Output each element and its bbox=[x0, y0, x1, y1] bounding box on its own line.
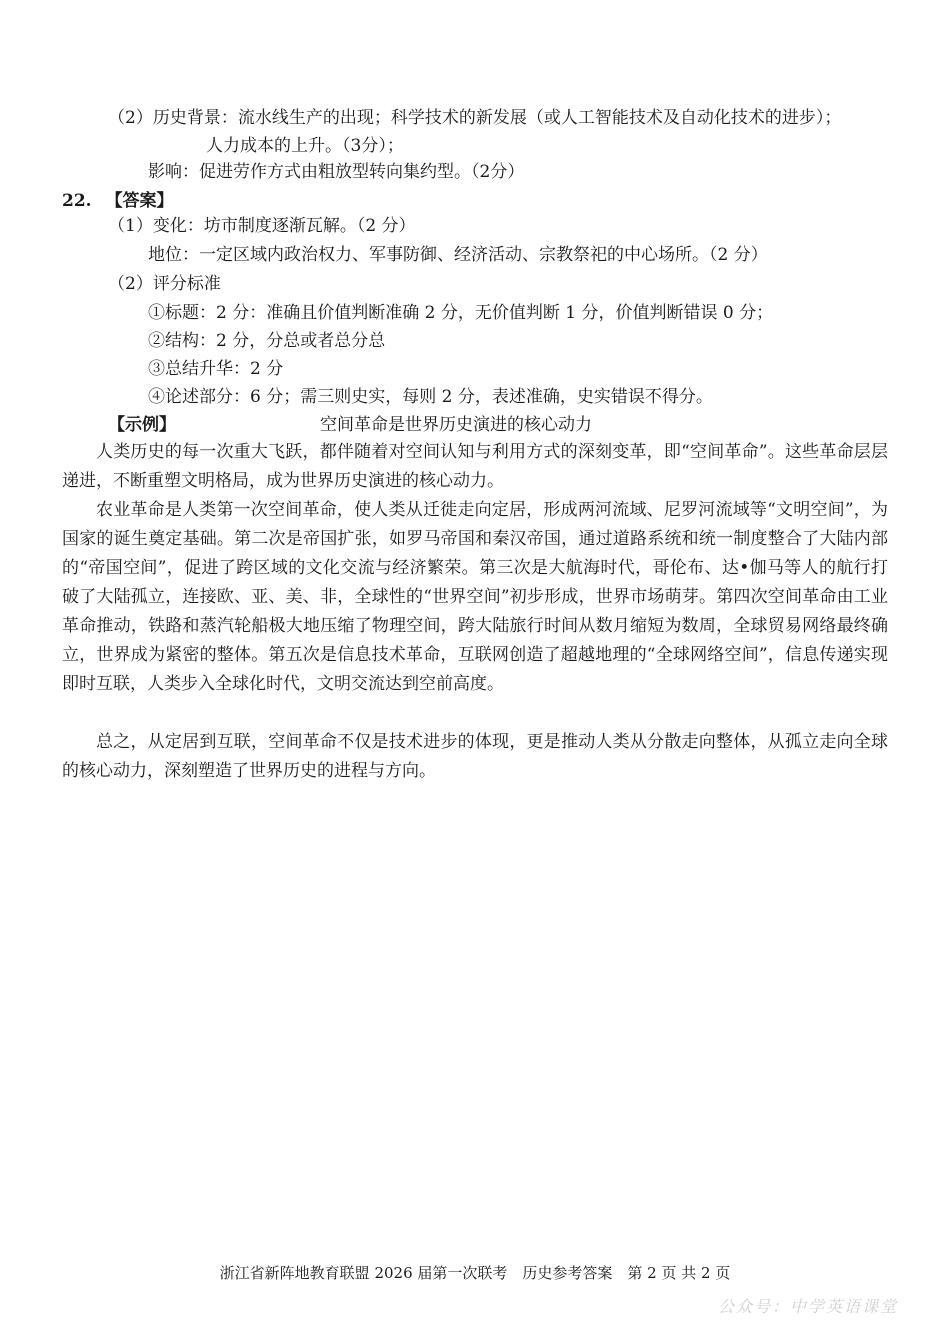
criteria-item: ②结构：2 分，分总或者总分总 bbox=[148, 331, 386, 351]
q22-status: 地位：一定区域内政治权力、军事防御、经济活动、宗教祭祀的中心场所。（2 分） bbox=[148, 245, 768, 265]
essay-paragraph-intro: 人类历史的每一次重大飞跃，都伴随着对空间认知与利用方式的深刻变革，即“空间革命”。这些革命层层递进，不断重塑文明格局，成为世界历史演进的核心动力。 bbox=[62, 442, 888, 491]
example-label: 【示例】 bbox=[108, 415, 176, 435]
q22-criteria-title: （2）评分标准 bbox=[108, 274, 221, 294]
essay-paragraph-body: 农业革命是人类第一次空间革命，使人类从迁徙走向定居，形成两河流域、尼罗河流域等“文明空间”，为国家的诞生奠定基础。第二次是帝国扩张，如罗马帝国和秦汉帝国，通过道路系统和统一制度整合了大陆内部的“帝国空间”，促进了跨区域的文化交流与经济繁荣。第三次是大航海时代，哥伦布、达•伽马等人的航行打破了大陆孤立，连接欧、亚、美、非，全球性的“世界空间”初步形成，世界市场萌芽。第四次空间革命由工业革命推动，铁路和蒸汽轮船极大地压缩了物理空间，跨大陆旅行时间从数月缩短为数周，全球贸易网络最终确立，世界成为紧密的整体。第五次是信息技术革命，互联网创造了超越地理的“全球网络空间”，信息传递实现即时互联，人类步入全球化时代，文明交流达到空前高度。 bbox=[62, 500, 888, 694]
criteria-item: ③总结升华：2 分 bbox=[148, 359, 284, 379]
q22-change: （1）变化：坊市制度逐渐瓦解。（2 分） bbox=[108, 216, 416, 236]
q22-answer-label: 【答案】 bbox=[105, 191, 174, 211]
q22-header bbox=[62, 190, 174, 212]
q21-background-line-1 bbox=[108, 107, 841, 129]
page-footer: 浙江省新阵地教育联盟 2026 届第一次联考 历史参考答案 第 2 页 共 2 页 bbox=[219, 1264, 731, 1282]
q21-impact: 影响：促进劳作方式由粗放型转向集约型。（2分） bbox=[148, 162, 525, 182]
q22-number: 22. bbox=[62, 191, 92, 211]
q21-background-label: （2）历史背景： bbox=[108, 108, 238, 128]
q21-background-text: 流水线生产的出现；科学技术的新发展（或人工智能技术及自动化技术的进步）； bbox=[237, 108, 842, 128]
watermark: 公众号：中学英语课堂 bbox=[717, 1297, 898, 1316]
criteria-item: ④论述部分：6 分；需三则史实，每则 2 分，表述准确，史实错误不得分。 bbox=[148, 387, 713, 407]
criteria-item: ①标题：2 分：准确且价值判断准确 2 分，无价值判断 1 分，价值判断错误 0 分； bbox=[148, 303, 774, 323]
essay-paragraph-conclusion: 总之，从定居到互联，空间革命不仅是技术进步的体现，更是推动人类从分散走向整体，从孤立走向全球的核心动力，深刻塑造了世界历史的进程与方向。 bbox=[62, 732, 888, 781]
example-title: 空间革命是世界历史演进的核心动力 bbox=[320, 415, 592, 435]
q21-background-line-2: 人力成本的上升。（3分）； bbox=[206, 136, 404, 156]
